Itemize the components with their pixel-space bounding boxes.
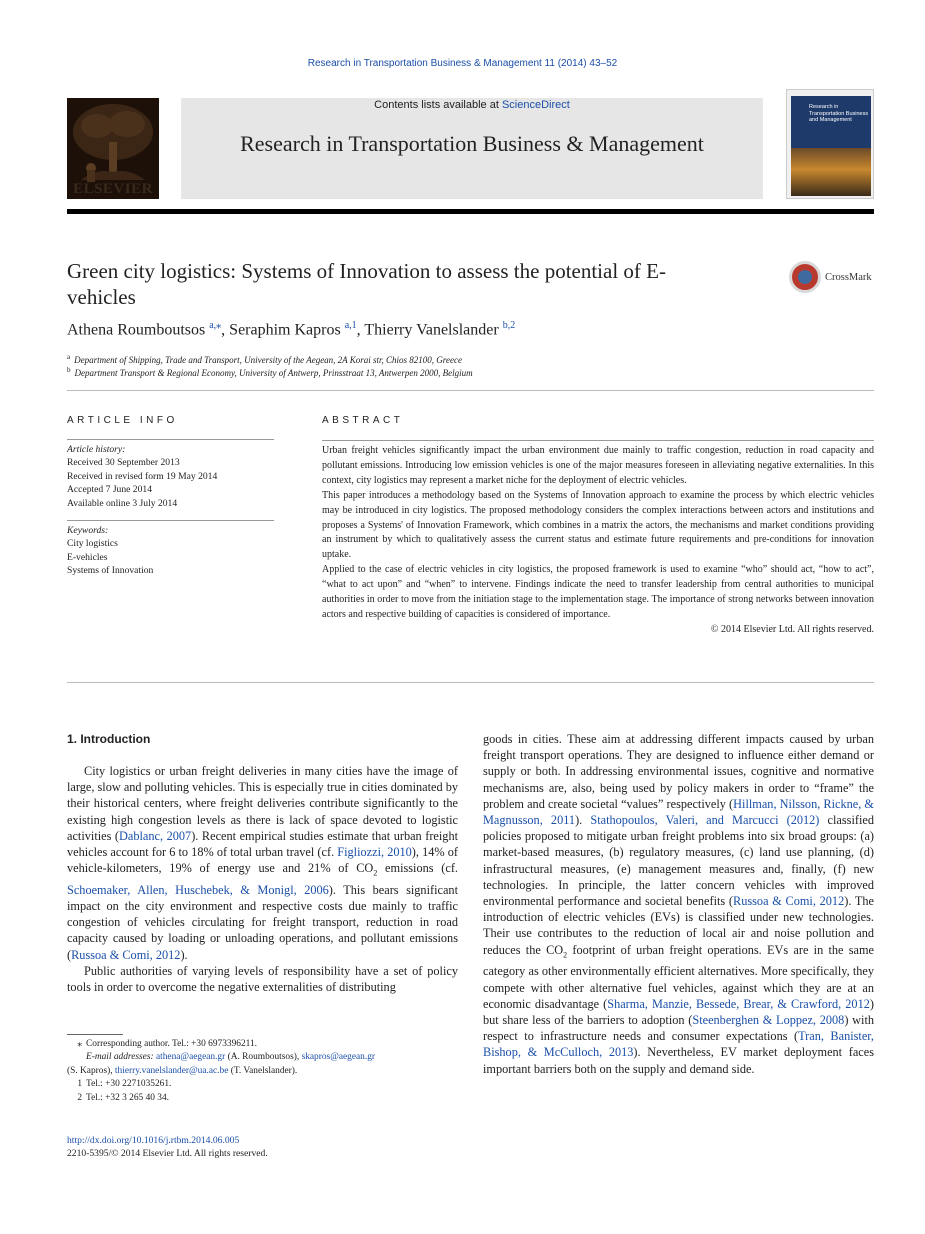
- reference-link[interactable]: Russoa & Comi, 2012: [71, 947, 181, 962]
- abstract-paragraph: Urban freight vehicles significantly impact the urban environment due mainly to traffic congestion, reduction in road capacity and pollutant emissions. Introducing low emission vehicles is one of the major measures foreseen in alleviating negative externalities. In this context, city logistics may represent a market niche for the deployment of electric vehicles.: [322, 445, 874, 486]
- footnote-emails: E-mail addresses: athena@aegean.gr (A. Roumboutsos), skapros@aegean.gr: [86, 1052, 376, 1063]
- author-name: Athena Roumboutsos: [67, 321, 206, 339]
- abstract-body: [322, 444, 874, 638]
- article-identifiers: [67, 1134, 467, 1160]
- sciencedirect-link[interactable]: ScienceDirect: [501, 99, 570, 111]
- footnote-corresponding: ⁎ Corresponding author. Tel.: +30 6973396211.: [77, 1039, 258, 1049]
- journal-citation-link[interactable]: Research in Transportation Business & Management 11 (2014) 43–52: [307, 58, 618, 69]
- abstract-copyright: © 2014 Elsevier Ltd. All rights reserved.: [710, 623, 874, 635]
- email-link[interactable]: thierry.vanelslander@ua.ac.be: [114, 1065, 229, 1076]
- keyword: City logistics: [67, 538, 118, 550]
- abstract-rule: [322, 440, 874, 441]
- history-item: Received in revised form 19 May 2014: [67, 470, 218, 482]
- crossmark-icon: [789, 261, 821, 293]
- history-label: Article history:: [67, 444, 126, 455]
- email-link[interactable]: skapros@aegean.gr: [301, 1052, 376, 1063]
- body-paragraph: City logistics or urban freight deliveries in many cities have the image of large, slow and polluting vehicles. This is especially true in cities dominated by their historical centers, where freight deliveries contribute significantly to the existing high congestion levels as there is lack of space devoted to logistic activities (Dablanc, 2007). Recent empirical studies estimate that urban freight vehicles account for 6 to 18% of total urban travel (cf. Figliozzi, 2010), 14% of vehicle-kilometers, 19% of energy use and 21% of $CO_2$ emissions (cf. Schoemaker, Allen, Huschebek, & Monigl, 2006). This bears significant impact on the city environment and respective costs due mainly to traffic congestion of vehicles circulating for freight transport, reduction in road capacity caused by loading or unloading operations, and pollutant emissions (Russoa & Comi, 2012).: [67, 764, 459, 962]
- keywords-rule: [67, 520, 274, 521]
- journal-banner: [181, 98, 763, 199]
- affiliation: $^b$ Department Transport & Regional Economy, University of Antwerp, Prinsstraat 13, Antwerpen 2000, Belgium: [67, 366, 473, 378]
- keyword: E-vehicles: [67, 551, 108, 563]
- body-column-right: [483, 731, 874, 1077]
- section-divider: [67, 390, 874, 391]
- abstract-paragraph: Applied to the case of electric vehicles in city logistics, the proposed framework is used to examine “who” should act, “how to act”, “what to act upon” and “when” to intervene. Findings indicate the need to transfer leadership from central authorities to municipal authorities in order to move from the initiation stage to the implementation stage. The importance of strong networks between innovation actors and respective building of capacities is considered of importance.: [322, 564, 874, 620]
- body-paragraph: Public authorities of varying levels of responsibility have a set of policy tools in order to overcome the negative externalities of distributing: [67, 963, 458, 995]
- doi-link[interactable]: http://dx.doi.org/10.1016/j.rtbm.2014.06.005: [67, 1135, 240, 1146]
- crossmark-label: CrossMark: [825, 272, 872, 283]
- reference-link[interactable]: Tran, Banister, Bishop, & McCulloch, 2013: [483, 1029, 874, 1060]
- abstract-heading: ABSTRACT: [322, 415, 404, 426]
- affiliation: $^a$ Department of Shipping, Trade and Transport, University of the Aegean, 2A Korai str, Chios 82100, Greece: [67, 353, 462, 365]
- reference-link[interactable]: Steenberghen & Loppez, 2008: [692, 1012, 845, 1027]
- issn-copyright: 2210-5395/© 2014 Elsevier Ltd. All rights reserved.: [67, 1148, 268, 1159]
- reference-link[interactable]: Russoa & Comi, 2012: [733, 894, 845, 909]
- author-name: Seraphim Kapros: [229, 321, 341, 339]
- reference-link[interactable]: Hillman, Nilsson, Rickne, & Magnusson, 2011: [483, 796, 874, 828]
- author-affiliation-link[interactable]: a,⁎: [209, 320, 222, 331]
- history-item: Available online 3 July 2014: [67, 497, 178, 509]
- author-name: Thierry Vanelslander: [364, 321, 499, 339]
- cover-title: Research in Transportation Business and Management: [809, 104, 869, 123]
- abstract-paragraph: This paper introduces a methodology based on the Systems of Innovation approach to examine the process by which electric vehicles may be introduced in city logistics. The proposed methodology considers the complex interactions between actors and institutions and proposes a Systems' of Innovation Framework, which combines in a matrix the actors, the mechanisms and market conditions providing an instrument by which to qualitatively assess the current status and estimate future requirements and pre-conditions for innovation uptake.: [322, 489, 874, 561]
- footnotes: [67, 1038, 467, 1105]
- reference-link[interactable]: Stathopoulos, Valeri, and Marcucci (2012): [590, 813, 820, 828]
- author-list: Athena Roumboutsos $^{a,⁎}$, Seraphim Kapros $^{a,1}$, Thierry Vanelslander $^{b,2}$: [67, 320, 516, 339]
- footnote-2: 2 Tel.: +32 3 265 40 34.: [77, 1092, 170, 1103]
- header-rule: [67, 209, 874, 214]
- keywords: [67, 524, 274, 578]
- keywords-label: Keywords:: [67, 525, 109, 536]
- article-info-rule: [67, 439, 274, 440]
- body-paragraph: goods in cities. These aim at addressing different impacts caused by urban freight transport operations. They are designed to influence either demand or supply or both. In addressing environmental issues, cognitive and normative mechanisms are, also, being used by policy makers in order to “frame” the problem and create societal “values” respectively (Hillman, Nilsson, Rickne, & Magnusson, 2011). Stathopoulos, Valeri, and Marcucci (2012) classified policies proposed to mitigate urban freight problems into six broad groups: (a) market-based measures, (b) regulatory measures, (c) land use planning, (d) infrastructural measures, (e) management measures and, finally, (f) new technologies. In principle, the latter concern vehicles with improved environmental performance and societal benefits (Russoa & Comi, 2012). The introduction of electric vehicles (EVs) is classified under new technologies. Their use contributes to the reduction of local air and noise pollution and reduces the $CO_2$ footprint of urban freight operations. EVs are in the same category as other environmentally efficient alternatives. More specifically, they compete with other alternative fuel vehicles, against which they are at an economic disadvantage (Sharma, Manzie, Bessede, Brear, & Crawford, 2012) but share less of the barriers to adoption (Steenberghen & Loppez, 2008) with respect to infrastructure needs and consumer expectations (Tran, Banister, Bishop, & McCulloch, 2013). Nevertheless, EV market deployment faces important barriers both on the supply and demand side.: [483, 732, 875, 1076]
- elsevier-logo: [67, 98, 159, 199]
- article-info-heading: ARTICLE INFO: [67, 415, 178, 426]
- contents-line: Contents lists available at ScienceDirect: [374, 99, 570, 111]
- reference-link[interactable]: Dablanc, 2007: [119, 828, 192, 843]
- article-history: [67, 443, 274, 510]
- section-heading-introduction: 1. Introduction: [67, 732, 151, 746]
- journal-cover-thumbnail[interactable]: [786, 89, 874, 199]
- history-item: Accepted 7 June 2014: [67, 484, 152, 496]
- section-divider: [67, 682, 874, 683]
- keyword: Systems of Innovation: [67, 565, 154, 577]
- footnote-1: 1 Tel.: +30 2271035261.: [77, 1079, 172, 1090]
- author-affiliation-link[interactable]: a,1: [344, 320, 357, 331]
- reference-link[interactable]: Figliozzi, 2010: [337, 845, 412, 860]
- reference-link[interactable]: Schoemaker, Allen, Huschebek, & Monigl, 2006: [67, 882, 329, 897]
- history-item: Received 30 September 2013: [67, 457, 180, 469]
- article-title: Green city logistics: Systems of Innovation to assess the potential of E-vehicles: [67, 259, 666, 309]
- email-link[interactable]: athena@aegean.gr: [155, 1052, 226, 1063]
- cover-image: [791, 148, 871, 196]
- crossmark-button[interactable]: [789, 261, 879, 295]
- author-affiliation-link[interactable]: b,2: [502, 320, 516, 331]
- reference-link[interactable]: Sharma, Manzie, Bessede, Brear, & Crawford, 2012: [607, 996, 870, 1011]
- body-column-left: [67, 763, 458, 995]
- footnote-rule: [67, 1034, 123, 1035]
- footnote-emails-cont: (S. Kapros), thierry.vanelslander@ua.ac.be (T. Vanelslander).: [67, 1065, 298, 1076]
- journal-title[interactable]: Research in Transportation Business & Management: [240, 131, 704, 156]
- publisher-wordmark: ELSEVIER: [73, 181, 153, 197]
